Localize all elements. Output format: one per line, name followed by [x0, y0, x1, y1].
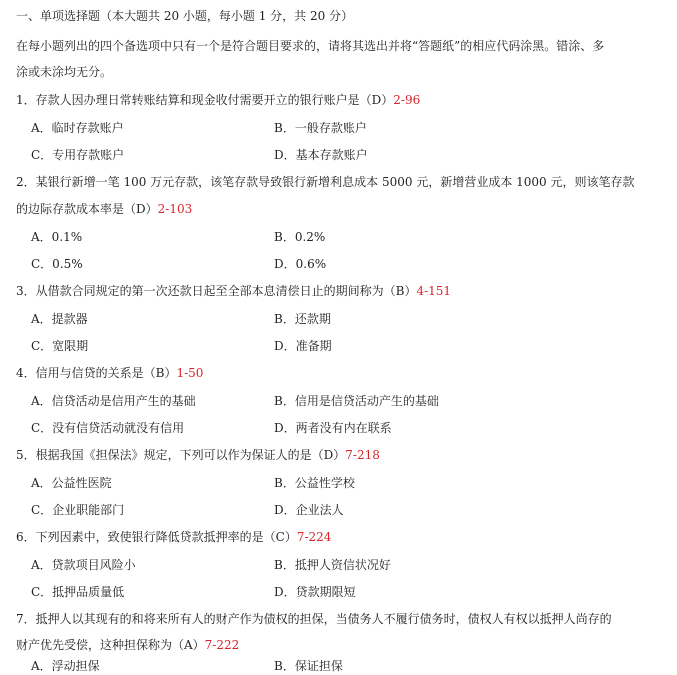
option-a: A．信贷活动是信用产生的基础	[31, 394, 196, 408]
option-b: B．还款期	[274, 312, 331, 326]
option-a: A．公益性医院	[31, 476, 112, 490]
question-1	[16, 93, 420, 107]
question-4	[16, 366, 203, 380]
option-c: C．没有信贷活动就没有信用	[31, 421, 185, 435]
option-d: D．两者没有内在联系	[274, 421, 392, 435]
question-stem: 4．信用与信贷的关系是（B）	[16, 366, 177, 380]
section-title: 一、单项选择题（本大题共 20 小题，每小题 1 分，共 20 分）	[16, 9, 354, 23]
page-reference: 2-96	[393, 93, 421, 107]
option-a: A．提款器	[31, 312, 88, 326]
option-c: C．抵押品质量低	[31, 585, 125, 599]
question-3	[16, 284, 451, 298]
page-reference: 7-218	[345, 448, 380, 462]
option-c: C．专用存款账户	[31, 148, 125, 162]
option-b: B．保证担保	[274, 659, 343, 673]
option-b: B．信用是信贷活动产生的基础	[274, 394, 439, 408]
option-b: B．公益性学校	[274, 476, 355, 490]
option-a: A．贷款项目风险小	[31, 558, 136, 572]
question-2: 2．某银行新增一笔 100 万元存款，该笔存款导致银行新增利息成本 5000 元，新增营业成本 1000 元，则该笔存款	[16, 175, 635, 189]
question-stem: 6．下列因素中，致使银行降低贷款抵押率的是（C）	[16, 530, 297, 544]
option-d: D．贷款期限短	[274, 585, 356, 599]
option-a: A．临时存款账户	[31, 121, 124, 135]
option-d: D．准备期	[274, 339, 332, 353]
question-stem-continued: 财产优先受偿，这种担保称为（A）	[16, 638, 205, 652]
question-5	[16, 448, 380, 462]
option-d: D．基本存款账户	[274, 148, 368, 162]
option-c: C．0.5%	[31, 257, 83, 271]
question-2-cont	[16, 202, 192, 216]
page-reference: 7-224	[296, 530, 332, 544]
option-d: D．0.6%	[274, 257, 327, 271]
option-a: A．0.1%	[31, 230, 83, 244]
question-stem: 1．存款人因办理日常转账结算和现金收付需要开立的银行账户是（D）	[16, 93, 394, 107]
page-reference: 2-103	[157, 202, 193, 216]
question-stem: 5．根据我国《担保法》规定，下列可以作为保证人的是（D）	[16, 448, 346, 462]
option-d: D．企业法人	[274, 503, 344, 517]
option-a: A．浮动担保	[31, 659, 100, 673]
question-stem: 3．从借款合同规定的第一次还款日起至全部本息清偿日止的期间称为（B）	[16, 284, 417, 298]
question-7: 7．抵押人以其现有的和将来所有人的财产作为债权的担保，当债务人不履行债务时，债权人有权以抵押人尚存的	[16, 612, 612, 626]
question-stem-continued: 的边际存款成本率是（D）	[16, 202, 158, 216]
question-7-cont	[16, 638, 239, 652]
page-reference: 4-151	[416, 284, 452, 298]
question-6	[16, 530, 331, 544]
instruction-line-1: 在每小题列出的四个备选项中只有一个是符合题目要求的，请将其选出并将“答题纸”的相应代码涂黑。错涂、多	[16, 39, 605, 53]
page-reference: 1-50	[176, 366, 204, 380]
option-c: C．企业职能部门	[31, 503, 125, 517]
option-b: B．一般存款账户	[274, 121, 367, 135]
instruction-line-2: 涂或未涂均无分。	[16, 65, 113, 79]
page-reference: 7-222	[204, 638, 240, 652]
option-c: C．宽限期	[31, 339, 89, 353]
option-b: B．0.2%	[274, 230, 326, 244]
option-b: B．抵押人资信状况好	[274, 558, 391, 572]
